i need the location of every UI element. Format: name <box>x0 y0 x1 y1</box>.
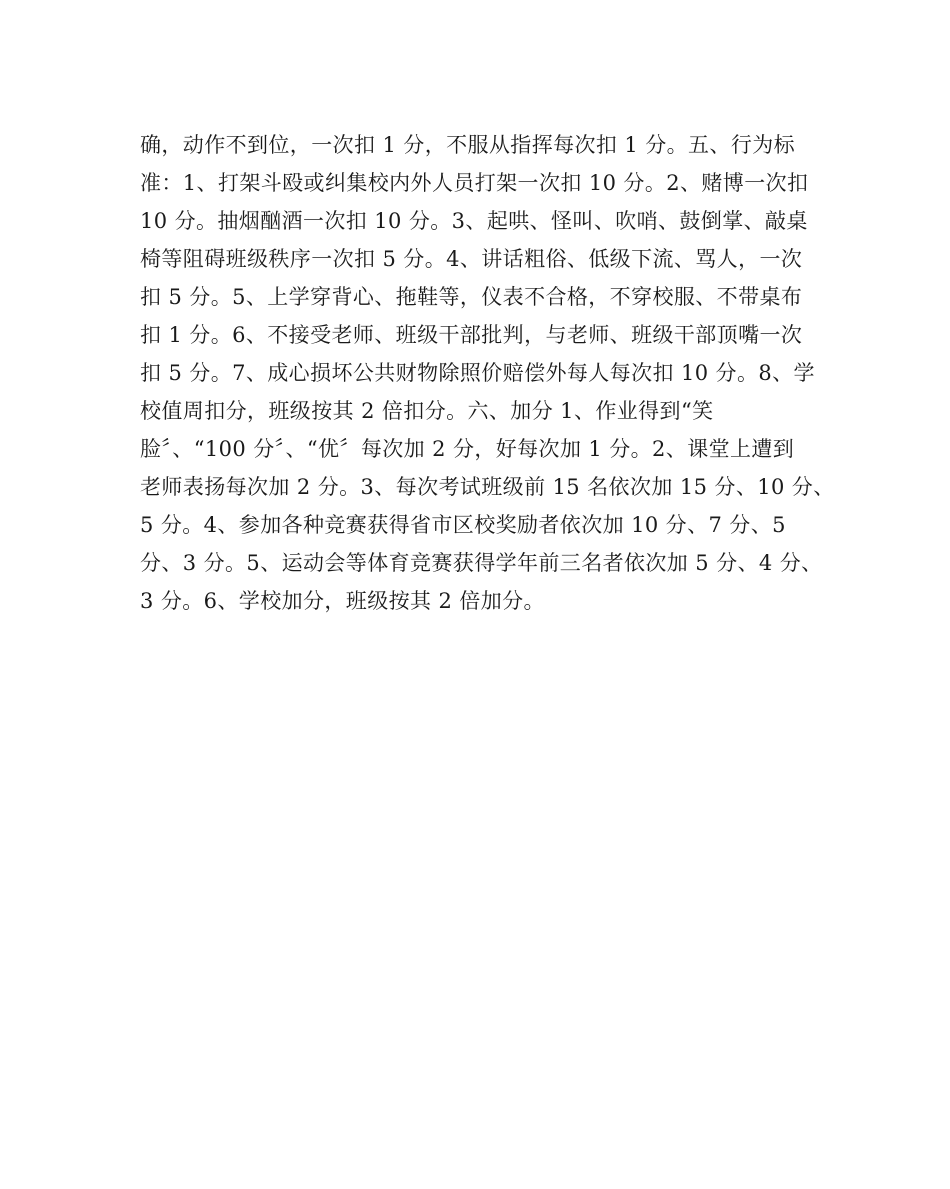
text-line: 5 分。4、参加各种竞赛获得省市区校奖励者依次加 10 分、7 分、5 <box>140 513 786 537</box>
text-line: 准：1、打架斗殴或纠集校内外人员打架一次扣 10 分。2、赌博一次扣 <box>140 171 809 195</box>
text-line: 3 分。6、学校加分，班级按其 2 倍加分。 <box>140 589 545 613</box>
text-line: 扣 5 分。5、上学穿背心、拖鞋等，仪表不合格，不穿校服、不带桌布 <box>140 285 803 309</box>
text-line: 分、3 分。5、运动会等体育竞赛获得学年前三名者依次加 5 分、4 分、 <box>140 551 823 575</box>
body-paragraph <box>140 126 835 620</box>
text-line: 老师表扬每次加 2 分。3、每次考试班级前 15 名依次加 15 分、10 分、 <box>140 475 835 499</box>
text-line: 脸〞、“100 分〞、“优〞每次加 2 分，好每次加 1 分。2、课堂上遭到 <box>140 437 795 461</box>
text-line: 扣 5 分。7、成心损坏公共财物除照价赔偿外每人每次扣 10 分。8、学 <box>140 361 815 385</box>
text-line: 10 分。抽烟酗酒一次扣 10 分。3、起哄、怪叫、吹哨、鼓倒掌、敲桌 <box>140 209 808 233</box>
text-line: 校值周扣分，班级按其 2 倍扣分。六、加分 1、作业得到“笑 <box>140 399 714 423</box>
text-line: 椅等阻碍班级秩序一次扣 5 分。4、讲话粗俗、低级下流、骂人，一次 <box>140 247 803 271</box>
text-line: 扣 1 分。6、不接受老师、班级干部批判，与老师、班级干部顶嘴一次 <box>140 323 803 347</box>
text-line: 确，动作不到位，一次扣 1 分，不服从指挥每次扣 1 分。五、行为标 <box>140 133 796 157</box>
